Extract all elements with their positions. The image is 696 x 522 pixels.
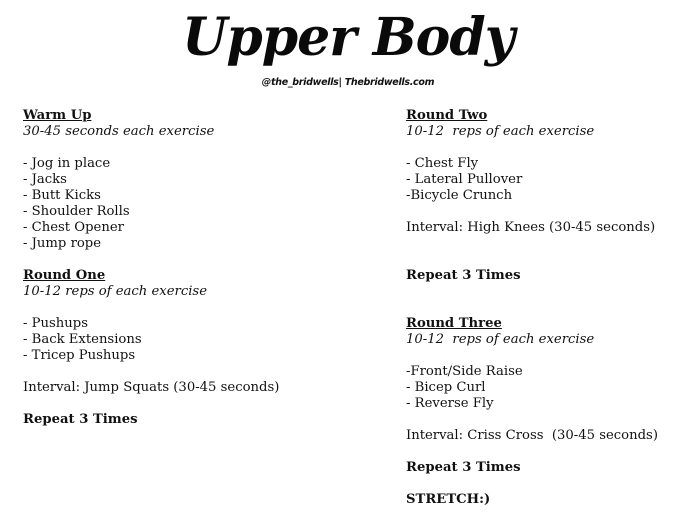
exercise-item: - Chest Opener <box>23 220 124 235</box>
warm-up-section <box>23 108 353 252</box>
repeat-text: Repeat 3 Times <box>406 460 521 475</box>
round-two-section <box>406 108 686 284</box>
exercise-item: - Chest Fly <box>406 156 479 171</box>
repeat-text: Repeat 3 Times <box>23 412 138 427</box>
exercise-item: - Back Extensions <box>23 332 142 347</box>
interval-text: Interval: Criss Cross (30-45 seconds) <box>406 428 658 443</box>
exercise-item: - Bicep Curl <box>406 380 486 395</box>
section-note: 10-12 reps of each exercise <box>406 124 595 139</box>
section-heading: Round Two <box>406 108 488 123</box>
exercise-item: - Jump rope <box>23 236 102 251</box>
right-column <box>406 108 686 508</box>
exercise-item: - Reverse Fly <box>406 396 494 411</box>
interval-text: Interval: Jump Squats (30-45 seconds) <box>23 380 280 395</box>
left-column <box>23 108 353 428</box>
exercise-item: - Butt Kicks <box>23 188 101 203</box>
exercise-item: - Lateral Pullover <box>406 172 523 187</box>
exercise-item: -Front/Side Raise <box>406 364 523 379</box>
section-note: 10-12 reps of each exercise <box>23 284 207 299</box>
section-heading: Round Three <box>406 316 502 331</box>
exercise-item: - Jog in place <box>23 156 111 171</box>
round-one-section <box>23 268 353 428</box>
page-title: Upper Body <box>182 7 514 68</box>
exercise-item: - Jacks <box>23 172 67 187</box>
stretch-text: STRETCH:) <box>406 492 491 507</box>
section-note: 30-45 seconds each exercise <box>23 124 215 139</box>
section-heading: Round One <box>23 268 106 283</box>
exercise-item: - Shoulder Rolls <box>23 204 130 219</box>
interval-text: Interval: High Knees (30-45 seconds) <box>406 220 656 235</box>
exercise-item: - Pushups <box>23 316 88 331</box>
page-subtitle-credits: @the_bridwells| Thebridwells.com <box>261 77 435 88</box>
repeat-text: Repeat 3 Times <box>406 268 521 283</box>
section-heading: Warm Up <box>23 108 92 123</box>
section-note: 10-12 reps of each exercise <box>406 332 595 347</box>
round-three-section <box>406 316 686 508</box>
exercise-item: -Bicycle Crunch <box>406 188 513 203</box>
exercise-item: - Tricep Pushups <box>23 348 136 363</box>
